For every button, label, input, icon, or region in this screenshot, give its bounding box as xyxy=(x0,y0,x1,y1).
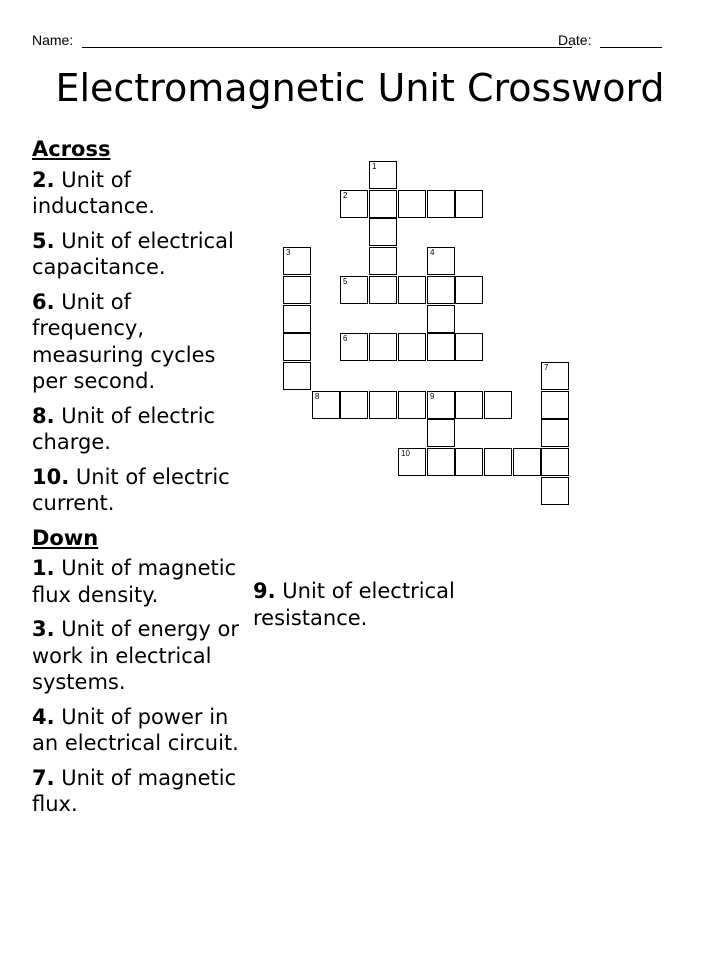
clue-text: Unit of magnetic flux. xyxy=(32,765,237,816)
date-label: Date: xyxy=(558,32,592,48)
page-title: Electromagnetic Unit Crossword xyxy=(55,66,665,110)
grid-cell[interactable] xyxy=(455,190,483,218)
grid-cell[interactable] xyxy=(541,419,569,447)
grid-cell[interactable] xyxy=(398,276,426,304)
name-label: Name: xyxy=(32,32,74,48)
clue-text: Unit of electric charge. xyxy=(32,403,216,454)
grid-cell[interactable] xyxy=(455,333,483,361)
clue-across-5 xyxy=(32,228,247,281)
clue-text: Unit of power in an electrical circuit. xyxy=(32,704,239,755)
clue-number: 5. xyxy=(32,228,55,253)
date-field[interactable] xyxy=(600,47,662,48)
grid-cell[interactable] xyxy=(427,190,455,218)
cell-number: 1 xyxy=(372,162,377,171)
grid-cell[interactable] xyxy=(484,448,512,476)
cell-number: 3 xyxy=(286,248,291,257)
grid-cell[interactable] xyxy=(427,247,455,275)
clues-column xyxy=(32,136,247,826)
grid-cell[interactable] xyxy=(427,448,455,476)
grid-cell[interactable] xyxy=(283,333,311,361)
grid-cell[interactable] xyxy=(340,391,368,419)
grid-cell[interactable] xyxy=(427,333,455,361)
grid-cell[interactable] xyxy=(369,247,397,275)
grid-cell[interactable] xyxy=(455,391,483,419)
grid-cell[interactable] xyxy=(455,448,483,476)
clue-across-2 xyxy=(32,167,247,220)
cell-number: 9 xyxy=(430,392,435,401)
grid-cell[interactable] xyxy=(398,448,426,476)
grid-cell[interactable] xyxy=(541,391,569,419)
grid-cell[interactable] xyxy=(369,161,397,189)
cell-number: 10 xyxy=(401,449,410,458)
grid-cell[interactable] xyxy=(340,276,368,304)
header xyxy=(32,30,662,52)
clue-number: 9. xyxy=(253,579,276,603)
clue-down-4 xyxy=(32,704,247,757)
grid-cell[interactable] xyxy=(427,419,455,447)
grid-cell[interactable] xyxy=(513,448,541,476)
grid-cell[interactable] xyxy=(283,362,311,390)
clues-column-2 xyxy=(253,578,463,639)
clue-down-9 xyxy=(253,578,463,631)
cell-number: 2 xyxy=(343,191,348,200)
grid-cell[interactable] xyxy=(340,190,368,218)
grid-cell[interactable] xyxy=(283,305,311,333)
clue-down-1 xyxy=(32,555,247,608)
grid-cell[interactable] xyxy=(427,391,455,419)
grid-cell[interactable] xyxy=(369,333,397,361)
grid-cell[interactable] xyxy=(283,276,311,304)
grid-cell[interactable] xyxy=(369,190,397,218)
cell-number: 6 xyxy=(343,334,348,343)
down-heading: Down xyxy=(32,525,99,550)
clue-text: Unit of electric current. xyxy=(32,464,230,515)
grid-cell[interactable] xyxy=(427,276,455,304)
grid-cell[interactable] xyxy=(369,391,397,419)
clue-number: 7. xyxy=(32,765,55,790)
clue-number: 4. xyxy=(32,704,55,729)
clue-across-6 xyxy=(32,289,247,395)
name-field[interactable] xyxy=(82,47,572,48)
grid-cell[interactable] xyxy=(312,391,340,419)
clue-text: Unit of magnetic flux density. xyxy=(32,556,237,607)
clue-down-7 xyxy=(32,765,247,818)
cell-number: 7 xyxy=(544,363,549,372)
clue-text: Unit of electrical resistance. xyxy=(253,579,455,630)
grid-cell[interactable] xyxy=(541,448,569,476)
clue-number: 2. xyxy=(32,167,55,192)
grid-cell[interactable] xyxy=(455,276,483,304)
clue-number: 10. xyxy=(32,464,70,489)
clue-number: 1. xyxy=(32,556,55,580)
clue-text: Unit of inductance. xyxy=(32,167,155,218)
across-heading: Across xyxy=(32,137,111,161)
grid-cell[interactable] xyxy=(427,305,455,333)
clue-number: 3. xyxy=(32,617,55,641)
grid-cell[interactable] xyxy=(283,247,311,275)
grid-cell[interactable] xyxy=(369,276,397,304)
clue-number: 8. xyxy=(32,403,55,428)
grid-cell[interactable] xyxy=(484,391,512,419)
clue-number: 6. xyxy=(32,289,55,314)
clue-text: Unit of energy or work in electrical systems. xyxy=(32,617,239,694)
cell-number: 5 xyxy=(343,277,348,286)
grid-cell[interactable] xyxy=(369,218,397,246)
grid-cell[interactable] xyxy=(541,362,569,390)
grid-cell[interactable] xyxy=(398,391,426,419)
grid-cell[interactable] xyxy=(340,333,368,361)
grid-cell[interactable] xyxy=(398,333,426,361)
cell-number: 4 xyxy=(430,248,435,257)
clue-text: Unit of electrical capacitance. xyxy=(32,228,234,279)
clue-across-10 xyxy=(32,464,247,517)
grid-cell[interactable] xyxy=(398,190,426,218)
clue-across-8 xyxy=(32,403,247,456)
clue-text: Unit of frequency, measuring cycles per second. xyxy=(32,289,216,393)
cell-number: 8 xyxy=(315,392,320,401)
grid-cell[interactable] xyxy=(541,477,569,505)
clue-down-3 xyxy=(32,616,247,696)
